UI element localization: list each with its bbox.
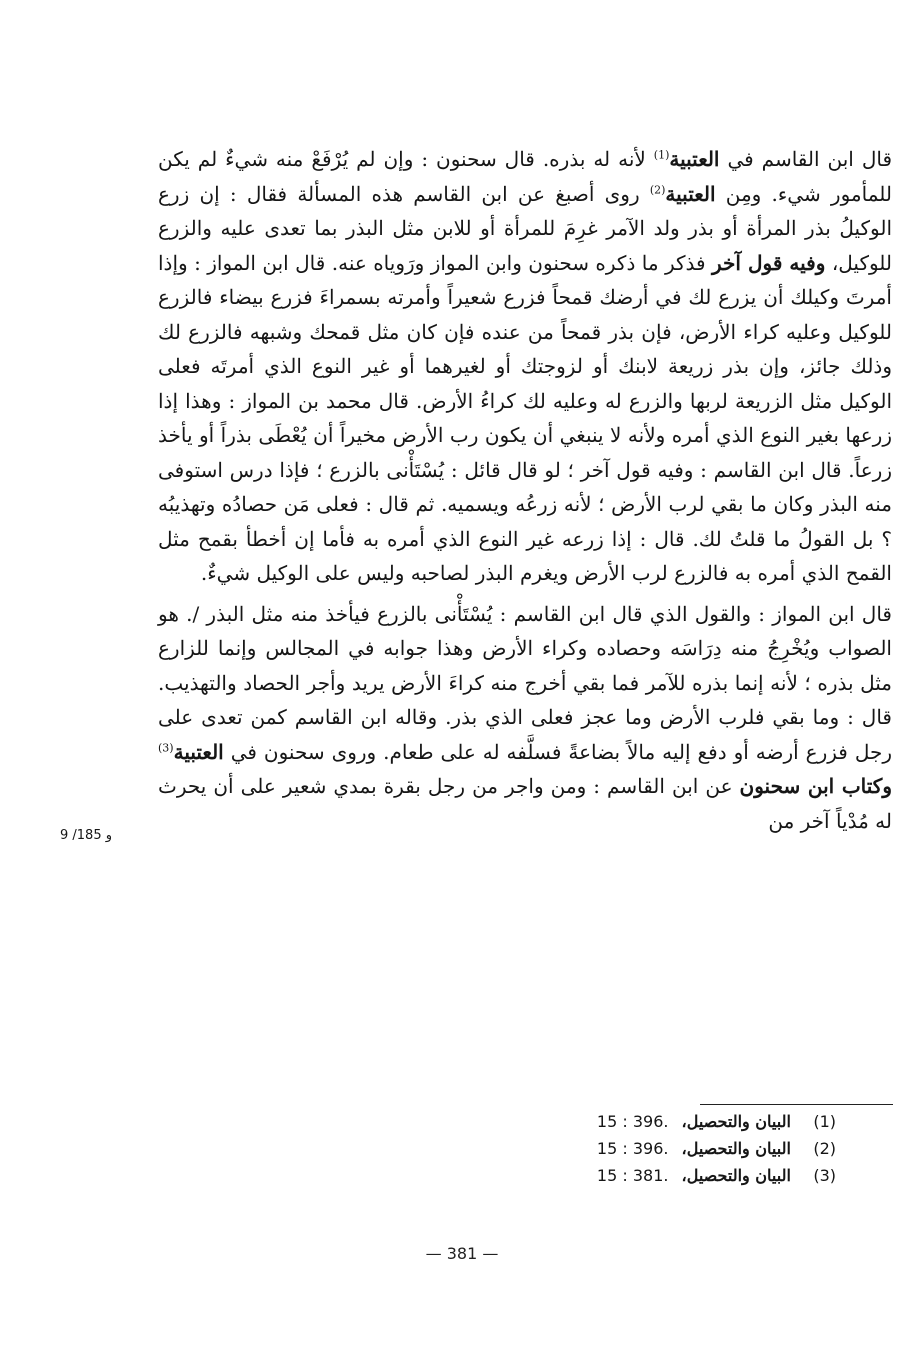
text-run: فذكر ما ذكره سحنون وابن المواز ورَوياه عنه. قال ابن المواز : وإذا أمرتَ وكيلك أن يزرع لك في أرضك قمحاً فزرع شعيراً وأمرته بسمراءَ فزرع بيضاء فالزرع للوكيل وعليه كراء الأرض، فإن بذر قمحاً من عنده فإن كان مثل قمحك وشبهه فالزرع لك وذلك جائز، وإن بذر زريعة لابنك أو لزوجتك أو لغيرهما أو غير النوع الذي أمرتَه فعلى الوكيل مثل الزريعة لربها والزرع له وعليه لك كراءُ الأرض. قال محمد بن المواز : وهذا إذا زرعها بغير النوع الذي أمره ولأنه لا ينبغي أن يكون رب الأرض مخيراً أن يُعْطَى بذراً أو يأخذ زرعاً. قال ابن القاسم : وفيه قول آخر ؛ لو قال قائل : يُسْتَأْنى بالزرع ؛ فإذا درس استوفى منه البذر وكان ما بقي لرب الأرض ؛ لأنه زرعُه ويسميه. ثم قال : فعلى مَن حصادُه وتهذيبُه ؟ بل القولُ ما قلتُ لك. قال : إذا زرعه غير النوع الذي أمره به فأما إن أخطأ بقمح مثل القمح الذي أمره به فالزرع لرب الأرض ويغرم البذر لصاحبه وليس على الوكيل شيءٌ.: [158, 250, 892, 585]
main-text: [158, 142, 892, 838]
footnote-marker: (1): [653, 148, 670, 162]
footnote-number: (3): [813, 1166, 836, 1185]
footnote-source: البيان والتحصيل،: [681, 1112, 791, 1131]
footnote-source: البيان والتحصيل،: [681, 1139, 791, 1158]
bold-term: العتبية: [669, 147, 720, 171]
page-number: — 381 —: [425, 1244, 499, 1263]
footnote-2: [460, 1135, 836, 1162]
paragraph-2: [158, 597, 892, 839]
footnote-marker: (2): [649, 182, 666, 196]
footnotes: [460, 1108, 836, 1189]
footnote-source: البيان والتحصيل،: [681, 1166, 791, 1185]
bold-term: وكتاب ابن سحنون: [739, 774, 892, 798]
bold-term: العتبية: [665, 181, 716, 206]
footnote-marker: (3): [158, 740, 174, 754]
footnote-number: (2): [813, 1139, 836, 1158]
text-run: عن ابن القاسم : ومن واجر من رجل بقرة بمدي شعير على أن يحرث له مُدْياً آخر من: [158, 774, 892, 833]
manuscript-folio-note: 9 /185 و: [60, 828, 113, 843]
bold-term: العتبية: [173, 739, 224, 764]
footnote-reference: 15 : 396.: [596, 1112, 669, 1131]
footnote-3: [460, 1162, 836, 1189]
text-run: روى أصبغ عن ابن القاسم هذه المسألة فقال : إن زرع الوكيلُ بذر المرأة أو بذر ولد الآمر غرِمَ للمرأة أو للابن مثل البذر بما تعدى عليه والزرع للوكيل،: [158, 181, 893, 275]
footnote-reference: 15 : 396.: [596, 1139, 669, 1158]
footnote-divider: [700, 1104, 893, 1105]
text-run: لأنه له بذره. قال سحنون : وإن لم يُرْفَعْ منه شيءٌ لم يكن للمأمور شيء. ومِن: [158, 147, 892, 206]
paragraph-1: [158, 142, 892, 591]
text-run: قال ابن المواز : والقول الذي قال ابن القاسم : يُسْتَأْنى بالزرع فيأخذ منه مثل البذر /. هو الصواب ويُخْرِجُ منه دِرَاسَه وحصاده وكراء الأرض وهذا جوابه في المجالس وإنما للزارع مثل بذره ؛ لأنه إنما بذره للآمر فما بقي أخرج منه كراءَ الأرض يريد وأجر الحصاد والتهذيب. قال : وما بقي فلرب الأرض وما عجز فعلى الذي بذر. وقاله ابن القاسم كمن تعدى على رجل فزرع أرضه أو دفع إليه مالاً بضاعةً فسلَّفه له على طعام. وروى سحنون في: [158, 601, 892, 764]
footnote-1: [460, 1108, 836, 1135]
bold-term: وفيه قول آخر: [712, 250, 826, 275]
text-run: قال ابن القاسم في: [719, 147, 893, 171]
footnote-number: (1): [813, 1112, 836, 1131]
footnote-reference: 15 : 381.: [596, 1166, 669, 1185]
